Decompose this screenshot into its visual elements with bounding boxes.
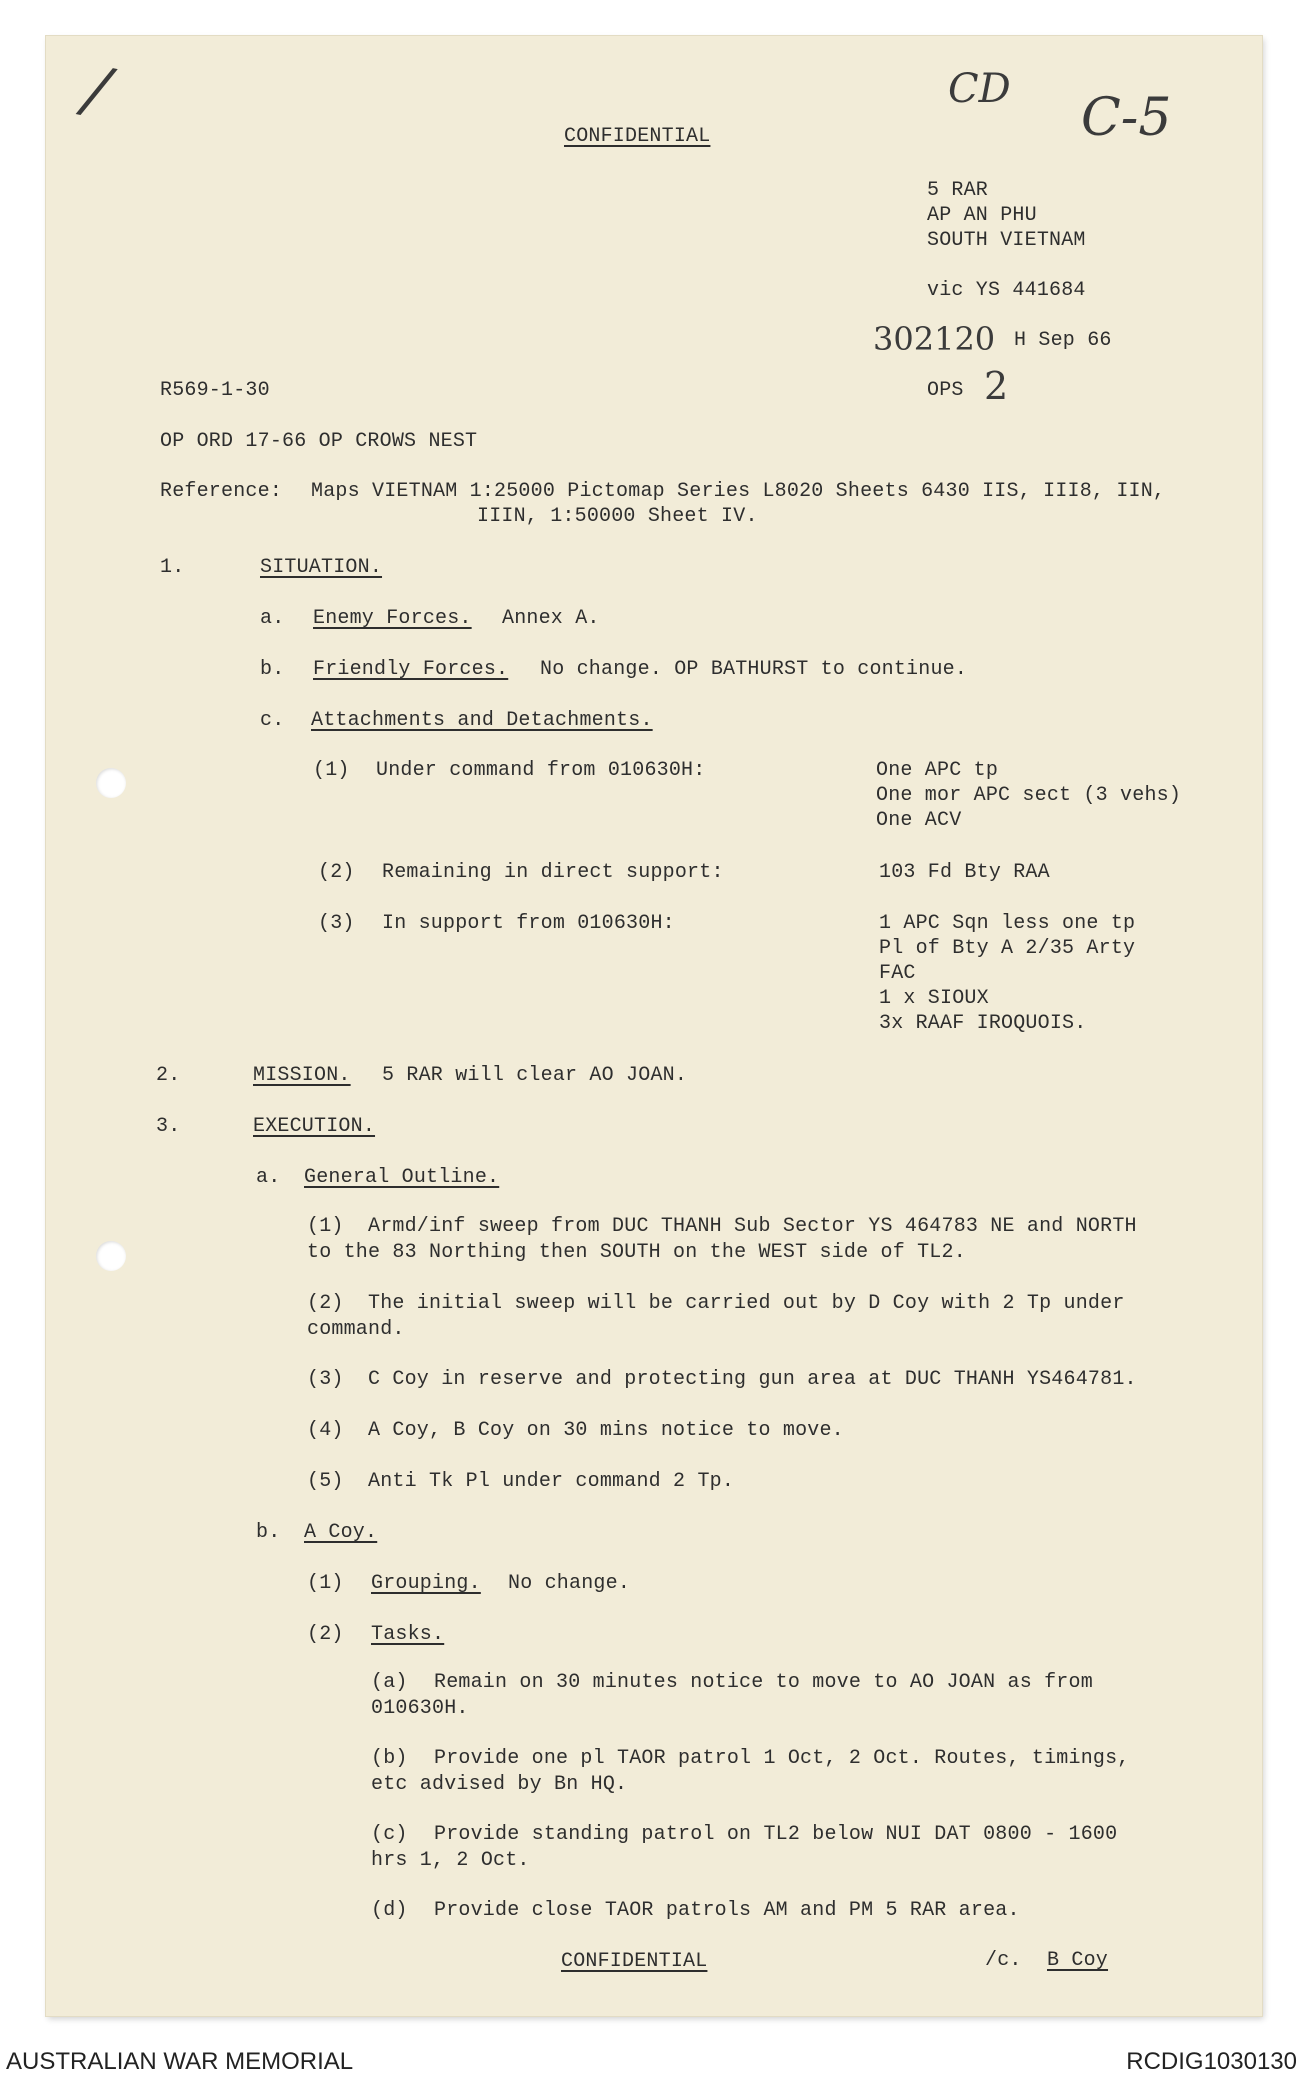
mission-text: 5 RAR will clear AO JOAN. bbox=[382, 1064, 688, 1087]
in-support-item: Pl of Bty A 2/35 Arty bbox=[879, 937, 1136, 960]
under-command-number: (1) bbox=[313, 759, 350, 782]
continuation-heading: B Coy bbox=[1047, 1949, 1109, 1972]
task-a-number: (a) bbox=[371, 1671, 408, 1694]
attachments-heading: Attachments and Detachments. bbox=[311, 709, 653, 732]
in-support-item: FAC bbox=[879, 962, 916, 985]
unit-name: 5 RAR bbox=[927, 179, 989, 202]
task-b-line-1: Provide one pl TAOR patrol 1 Oct, 2 Oct. Routes, timings, bbox=[434, 1747, 1130, 1770]
outline-2-number: (2) bbox=[307, 1292, 344, 1315]
archive-institution: AUSTRALIAN WAR MEMORIAL bbox=[6, 2048, 354, 2075]
continuation-marker: /c. bbox=[985, 1949, 1022, 1972]
in-support-label: In support from 010630H: bbox=[382, 912, 675, 935]
under-command-label: Under command from 010630H: bbox=[376, 759, 706, 782]
punch-hole-bottom bbox=[96, 1241, 126, 1271]
mission-number: 2. bbox=[156, 1064, 181, 1087]
task-a-line-2: 010630H. bbox=[371, 1697, 469, 1720]
enemy-forces-text: Annex A. bbox=[502, 607, 600, 630]
friendly-forces-heading: Friendly Forces. bbox=[313, 658, 509, 681]
situation-heading: SITUATION. bbox=[260, 556, 383, 579]
task-d-text: Provide close TAOR patrols AM and PM 5 RAR area. bbox=[434, 1899, 1020, 1922]
outline-3-text: C Coy in reserve and protecting gun area at DUC THANH YS464781. bbox=[368, 1368, 1137, 1391]
in-support-item: 3x RAAF IROQUOIS. bbox=[879, 1012, 1087, 1035]
friendly-forces-number: b. bbox=[260, 658, 285, 681]
task-c-line-2: hrs 1, 2 Oct. bbox=[371, 1849, 530, 1872]
friendly-forces-text: No change. OP BATHURST to continue. bbox=[540, 658, 968, 681]
outline-1-line-2: to the 83 Northing then SOUTH on the WEST side of TL2. bbox=[307, 1241, 966, 1264]
reference-line-2: IIIN, 1:50000 Sheet IV. bbox=[477, 505, 758, 528]
direct-support-label: Remaining in direct support: bbox=[382, 861, 724, 884]
in-support-number: (3) bbox=[318, 912, 355, 935]
unit-country: SOUTH VIETNAM bbox=[927, 229, 1086, 252]
unit-location: AP AN PHU bbox=[927, 204, 1037, 227]
task-c-number: (c) bbox=[371, 1823, 408, 1846]
general-outline-heading: General Outline. bbox=[304, 1166, 500, 1189]
in-support-item: 1 APC Sqn less one tp bbox=[879, 912, 1136, 935]
task-c-line-1: Provide standing patrol on TL2 below NUI DAT 0800 - 1600 bbox=[434, 1823, 1118, 1846]
execution-number: 3. bbox=[156, 1115, 181, 1138]
grid-reference: vic YS 441684 bbox=[927, 279, 1086, 302]
execution-heading: EXECUTION. bbox=[253, 1115, 376, 1138]
handwritten-dtg: 302120 bbox=[873, 320, 996, 358]
ops-label: OPS bbox=[927, 379, 964, 402]
handwritten-ops-number: 2 bbox=[984, 364, 1009, 408]
direct-support-item: 103 Fd Bty RAA bbox=[879, 861, 1050, 884]
handwritten-reference-code: C-5 bbox=[1081, 88, 1172, 148]
outline-1-number: (1) bbox=[307, 1215, 344, 1238]
file-reference: R569-1-30 bbox=[160, 379, 270, 402]
outline-5-text: Anti Tk Pl under command 2 Tp. bbox=[368, 1470, 735, 1493]
outline-5-number: (5) bbox=[307, 1470, 344, 1493]
a-coy-heading: A Coy. bbox=[304, 1521, 378, 1544]
enemy-forces-number: a. bbox=[260, 607, 285, 630]
task-b-number: (b) bbox=[371, 1747, 408, 1770]
handwritten-circle-mark: CD bbox=[948, 66, 1011, 112]
in-support-item: 1 x SIOUX bbox=[879, 987, 989, 1010]
task-a-line-1: Remain on 30 minutes notice to move to AO JOAN as from bbox=[434, 1671, 1093, 1694]
classification-bottom: CONFIDENTIAL bbox=[561, 1950, 708, 1973]
under-command-item: One ACV bbox=[876, 809, 962, 832]
general-outline-number: a. bbox=[256, 1166, 281, 1189]
tasks-heading: Tasks. bbox=[371, 1623, 445, 1646]
order-title: OP ORD 17-66 OP CROWS NEST bbox=[160, 430, 478, 453]
handwritten-corner-mark: / bbox=[78, 52, 116, 130]
reference-line-1: Maps VIETNAM 1:25000 Pictomap Series L8020 Sheets 6430 IIS, III8, IIN, bbox=[311, 480, 1166, 503]
outline-4-text: A Coy, B Coy on 30 mins notice to move. bbox=[368, 1419, 844, 1442]
reference-label: Reference: bbox=[160, 480, 283, 503]
attachments-number: c. bbox=[260, 709, 285, 732]
outline-2-line-2: command. bbox=[307, 1318, 405, 1341]
direct-support-number: (2) bbox=[318, 861, 355, 884]
outline-2-line-1: The initial sweep will be carried out by D Coy with 2 Tp under bbox=[368, 1292, 1125, 1315]
grouping-text: No change. bbox=[508, 1572, 631, 1595]
grouping-heading: Grouping. bbox=[371, 1572, 481, 1595]
punch-hole-top bbox=[96, 768, 126, 798]
outline-4-number: (4) bbox=[307, 1419, 344, 1442]
under-command-item: One APC tp bbox=[876, 759, 999, 782]
task-b-line-2: etc advised by Bn HQ. bbox=[371, 1773, 628, 1796]
dtg-suffix: H Sep 66 bbox=[1014, 329, 1112, 352]
mission-heading: MISSION. bbox=[253, 1064, 351, 1087]
archive-record-id: RCDIG1030130 bbox=[1126, 2048, 1297, 2075]
task-d-number: (d) bbox=[371, 1899, 408, 1922]
tasks-number: (2) bbox=[307, 1623, 344, 1646]
document-page bbox=[46, 36, 1262, 2016]
grouping-number: (1) bbox=[307, 1572, 344, 1595]
outline-1-line-1: Armd/inf sweep from DUC THANH Sub Sector YS 464783 NE and NORTH bbox=[368, 1215, 1137, 1238]
outline-3-number: (3) bbox=[307, 1368, 344, 1391]
enemy-forces-heading: Enemy Forces. bbox=[313, 607, 472, 630]
a-coy-number: b. bbox=[256, 1521, 281, 1544]
situation-number: 1. bbox=[160, 556, 185, 579]
under-command-item: One mor APC sect (3 vehs) bbox=[876, 784, 1182, 807]
classification-top: CONFIDENTIAL bbox=[564, 125, 711, 148]
